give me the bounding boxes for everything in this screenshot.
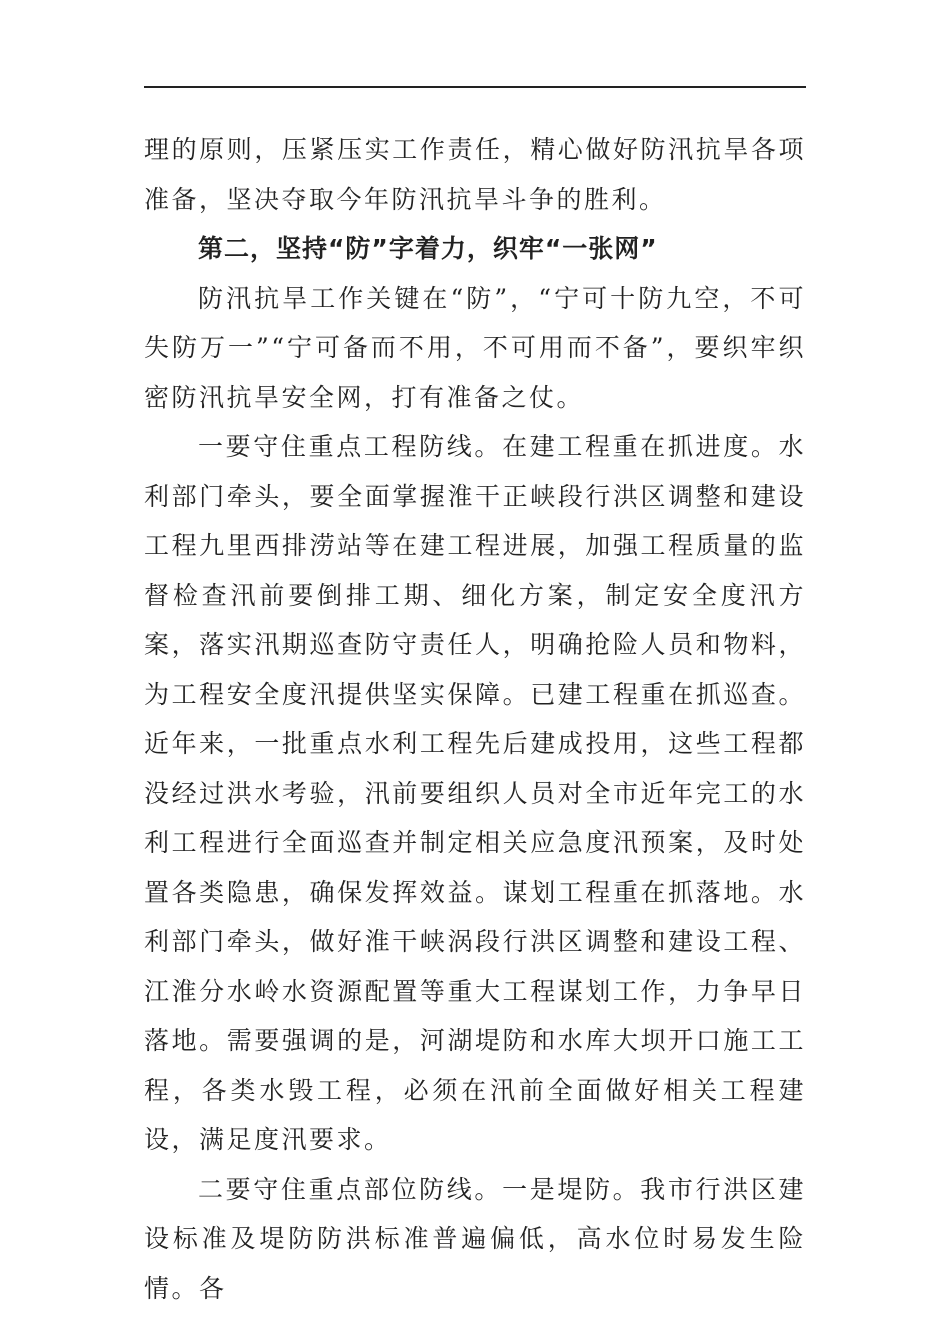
- paragraph-lead: 一要守住重点工程防线。: [198, 432, 503, 461]
- paragraph: [144, 1165, 806, 1314]
- paragraph-continuation: [144, 125, 806, 224]
- paragraph: [144, 422, 806, 1165]
- paragraph: [144, 274, 806, 423]
- section-heading: [144, 224, 806, 274]
- document-body: [144, 125, 806, 1313]
- header-rule: [144, 86, 806, 88]
- paragraph-text: 一是堤防。我市行洪区建设标准及堤防防洪标准普遍偏低，高水位时易发生险情。各: [144, 1174, 806, 1303]
- section-heading-text: 第二，坚持“防”字着力，织牢“一张网”: [198, 234, 658, 263]
- paragraph-lead: 二要守住重点部位防线。: [198, 1174, 503, 1204]
- paragraph-text: 防汛抗旱工作关键在“防”，“宁可十防九空，不可失防万一”“宁可备而不用，不可用而不备”，要织牢织密防汛抗旱安全网，打有准备之仗。: [144, 283, 806, 412]
- paragraph-text: 理的原则，压紧压实工作责任，精心做好防汛抗旱各项准备，坚决夺取今年防汛抗旱斗争的胜利。: [144, 135, 806, 214]
- paragraph-text: 在建工程重在抓进度。水利部门牵头，要全面掌握淮干正峡段行洪区调整和建设工程九里西排涝站等在建工程进展，加强工程质量的监督检查汛前要倒排工期、细化方案，制定安全度汛方案，落实汛期巡查防守责任人，明确抢险人员和物料，为工程安全度汛提供坚实保障。已建工程重在抓巡查。近年来，一批重点水利工程先后建成投用，这些工程都没经过洪水考验，汛前要组织人员对全市近年完工的水利工程进行全面巡查并制定相关应急度汛预案，及时处置各类隐患，确保发挥效益。谋划工程重在抓落地。水利部门牵头，做好淮干峡涡段行洪区调整和建设工程、江淮分水岭水资源配置等重大工程谋划工作，力争早日落地。需要强调的是，河湖堤防和水库大坝开口施工工程，各类水毁工程，必须在汛前全面做好相关工程建设，满足度汛要求。: [144, 432, 806, 1154]
